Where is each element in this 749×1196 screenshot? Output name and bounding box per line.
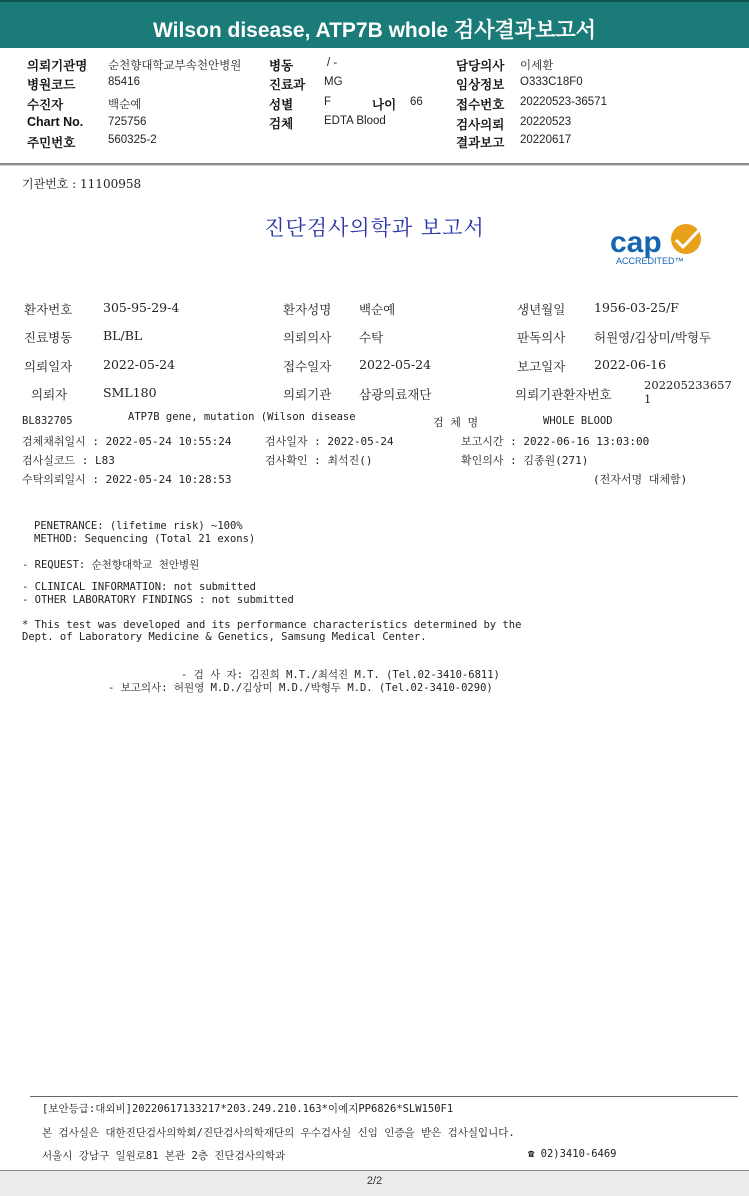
header-label: 주민번호 xyxy=(27,136,76,150)
patient-label: 생년월일 xyxy=(517,302,566,317)
header-label: 임상정보 xyxy=(456,78,505,92)
header-value: O333C18F0 xyxy=(520,76,583,88)
institution-number: 기관번호 : 11100958 xyxy=(22,177,142,191)
specimen-label: 검 체 명 xyxy=(433,416,479,429)
patient-label: 의뢰기관환자번호 xyxy=(515,387,612,402)
patient-label: 의뢰자 xyxy=(31,387,68,402)
age-value: 66 xyxy=(410,96,423,108)
cap-accredited-logo xyxy=(608,219,708,269)
age-label: 나이 xyxy=(372,98,397,112)
patient-label: 보고일자 xyxy=(517,359,566,374)
lab-code: 검사실코드 : L83 xyxy=(22,454,115,467)
header-value: 백순예 xyxy=(108,99,142,111)
report-title: 진단검사의학과 보고서 xyxy=(264,216,485,240)
esign-note: (전자서명 대체함) xyxy=(593,473,688,486)
test-date: 검사일자 : 2022-05-24 xyxy=(265,435,394,448)
patient-label: 환자성명 xyxy=(283,302,332,317)
cap-logo-sub: ACCREDITED™ xyxy=(616,256,684,266)
footer-divider xyxy=(30,1096,738,1097)
patient-value: 202205233657 xyxy=(644,378,732,392)
collection-time: 검체채취일시 : 2022-05-24 10:55:24 xyxy=(22,435,232,448)
header-value: 순천향대학교부속천안병원 xyxy=(108,60,242,72)
header-value: 이세환 xyxy=(520,60,554,72)
body-line: - 보고의사: 허원영 M.D./김상미 M.D./박형두 M.D. (Tel.02-3410-0290) xyxy=(108,682,493,694)
patient-label: 의뢰의사 xyxy=(283,330,332,345)
patient-label: 진료병동 xyxy=(24,330,73,345)
header-divider-shadow xyxy=(0,165,749,166)
confirm-doctor: 확인의사 : 김종원(271) xyxy=(461,454,589,467)
body-line: METHOD: Sequencing (Total 21 exons) xyxy=(34,533,256,545)
body-line: - CLINICAL INFORMATION: not submitted xyxy=(22,581,256,593)
body-line: Dept. of Laboratory Medicine & Genetics, Samsung Medical Center. xyxy=(22,631,427,643)
body-line: PENETRANCE: (lifetime risk) ~100% xyxy=(34,520,243,532)
header-value: 725756 xyxy=(108,116,147,128)
request-time: 수탁의뢰일시 : 2022-05-24 10:28:53 xyxy=(22,473,232,486)
security-line: [보안등급:대외비]20220617133217*203.249.210.163*이예지PP6826*SLW150F1 xyxy=(42,1103,454,1115)
specimen-value: WHOLE BLOOD xyxy=(543,415,613,427)
header-label: 검체 xyxy=(269,117,294,131)
header-value: / - xyxy=(327,57,338,69)
phone-line: ☎ 02)3410-6469 xyxy=(528,1148,617,1160)
body-line: * This test was developed and its performance characteristics determined by the xyxy=(22,619,522,631)
report-time: 보고시간 : 2022-06-16 13:03:00 xyxy=(461,435,650,448)
header-value: 560325-2 xyxy=(108,134,157,146)
patient-value: BL/BL xyxy=(103,328,143,343)
test-confirm: 검사확인 : 최석진() xyxy=(265,454,373,467)
header-label: 진료과 xyxy=(269,78,306,92)
cert-line: 본 검사실은 대한진단검사의학회/진단검사의학재단의 우수검사실 신임 인증을 받은 검사실입니다. xyxy=(42,1127,515,1139)
body-line: - REQUEST: 순천향대학교 천안병원 xyxy=(22,559,200,571)
patient-value: 삼광의료재단 xyxy=(359,387,432,402)
header-label: Chart No. xyxy=(27,115,84,129)
header-label: 접수번호 xyxy=(456,98,505,112)
patient-value-tail: 1 xyxy=(644,392,652,406)
patient-value: 1956-03-25/F xyxy=(594,300,679,315)
test-name: ATP7B gene, mutation (Wilson disease xyxy=(128,411,356,423)
header-label: 의뢰기관명 xyxy=(27,59,88,73)
body-line: - OTHER LABORATORY FINDINGS : not submitted xyxy=(22,594,294,606)
cap-logo-text: cap xyxy=(610,226,662,259)
header-value: F xyxy=(324,96,332,108)
header-label: 성별 xyxy=(269,98,294,112)
address-line: 서울시 강남구 일원로81 본관 2층 진단검사의학과 xyxy=(42,1150,286,1162)
body-line: - 검 사 자: 김진희 M.T./최석진 M.T. (Tel.02-3410-6811) xyxy=(181,669,500,681)
patient-value: SML180 xyxy=(103,385,157,400)
patient-label: 의뢰일자 xyxy=(24,359,73,374)
page-number: 2/2 xyxy=(366,1175,383,1187)
patient-value: 백순예 xyxy=(359,302,396,317)
header-label: 담당의사 xyxy=(456,59,505,73)
header-value: 20220617 xyxy=(520,134,572,146)
header-label: 검사의뢰 xyxy=(456,118,505,132)
header-value: 85416 xyxy=(108,76,140,88)
header-value: MG xyxy=(324,76,343,88)
patient-value: 2022-05-24 xyxy=(103,357,176,372)
patient-value: 2022-06-16 xyxy=(594,357,667,372)
patient-value: 허원영/김상미/박형두 xyxy=(594,330,712,345)
header-value: EDTA Blood xyxy=(324,115,386,127)
patient-label: 접수일자 xyxy=(283,359,332,374)
header-label: 결과보고 xyxy=(456,136,505,150)
page-indicator-bar xyxy=(0,1171,749,1196)
patient-label: 의뢰기관 xyxy=(283,387,332,402)
patient-value: 2022-05-24 xyxy=(359,357,432,372)
header-value: 20220523-36571 xyxy=(520,96,607,108)
header-label: 수진자 xyxy=(27,98,64,112)
patient-label: 판독의사 xyxy=(517,330,566,345)
patient-value: 수탁 xyxy=(359,330,384,345)
patient-value: 305-95-29-4 xyxy=(103,300,180,315)
header-label: 병원코드 xyxy=(27,78,76,92)
title-bar xyxy=(0,0,749,48)
patient-label: 환자번호 xyxy=(24,302,73,317)
test-code: BL832705 xyxy=(22,415,73,427)
document-title: Wilson disease, ATP7B whole 검사결과보고서 xyxy=(153,19,596,42)
header-label: 병동 xyxy=(269,59,294,73)
header-value: 20220523 xyxy=(520,116,572,128)
